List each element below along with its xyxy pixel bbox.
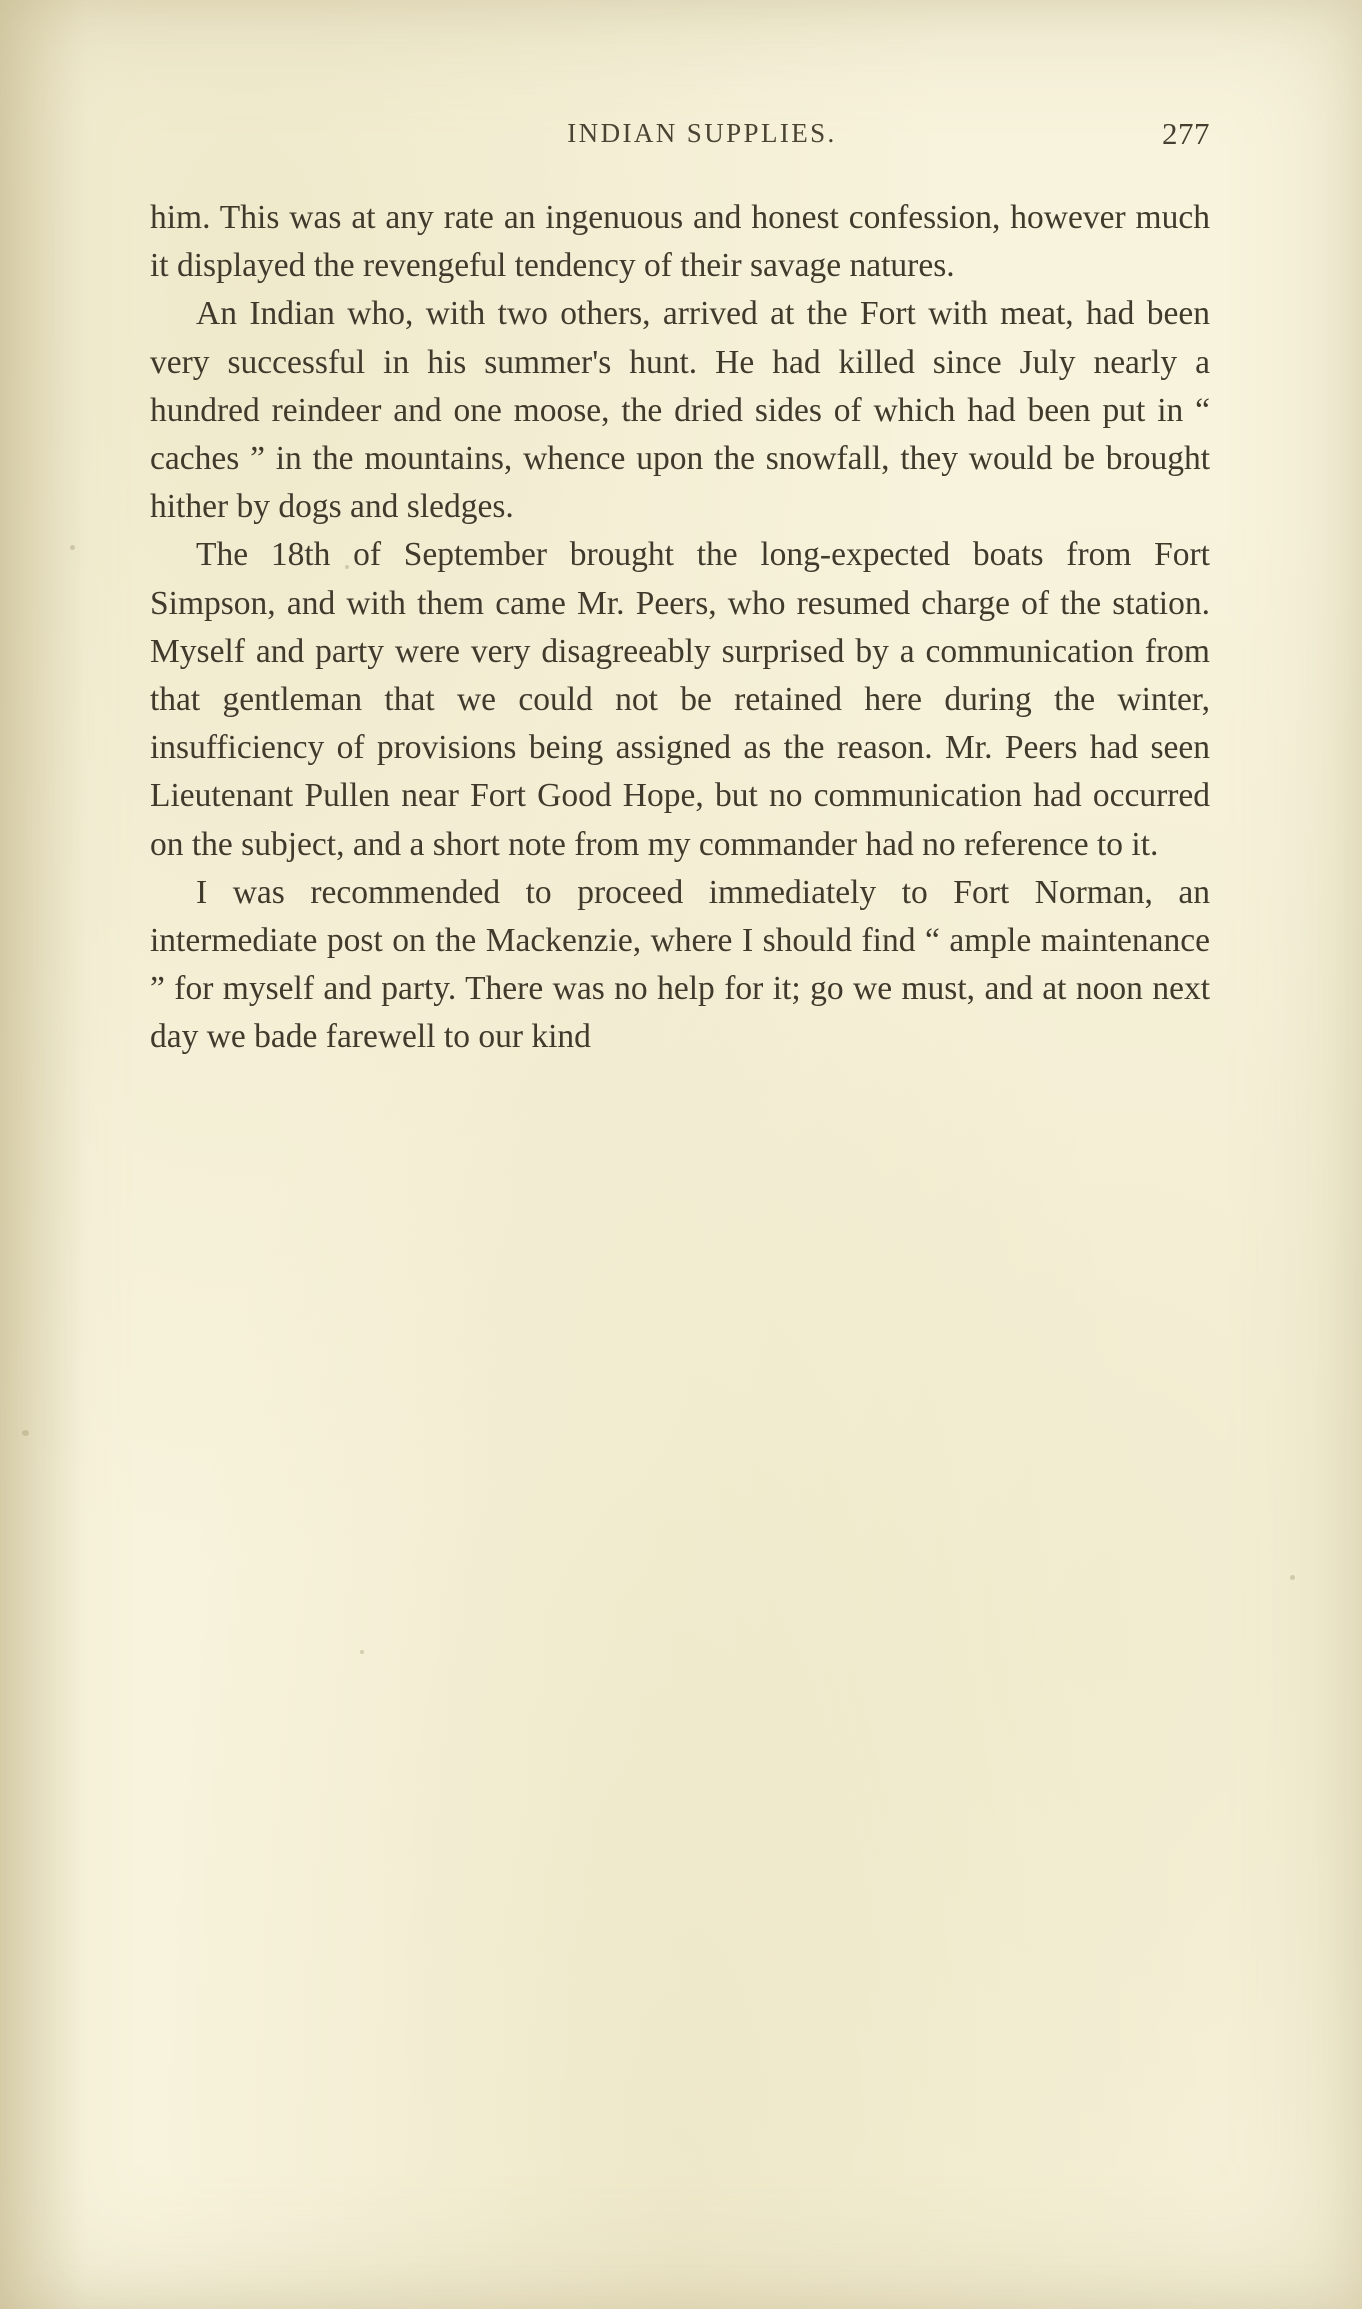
paragraph: An Indian who, with two others, arrived at the Fort with meat, had been very successful in his summer's hunt. He had killed since July nearly a hundred reindeer and one moose, the dried sides of which had been put in “ caches ” in the mountains, whence upon the snowfall, they would be brought hither by dogs and sledges.	[150, 295, 1210, 526]
paper-speck	[70, 545, 75, 550]
paragraph: The 18th of September brought the long-expected boats from Fort Simpson, and with them came Mr. Peers, who resumed charge of the station. Myself and party were very disagreeably surprised by a communication from that gentleman that we could not be retained here during the winter, insufficiency of provisions being assigned as the reason. Mr. Peers had seen Lieutenant Pullen near Fort Good Hope, but no communication had occurred on the subject, and a short note from my commander had no reference to it.	[150, 536, 1210, 863]
paragraph: him. This was at any rate an ingenuous and honest confession, however much it displayed the revengeful tendency of their savage natures.	[150, 199, 1210, 285]
paper-speck	[22, 1430, 29, 1436]
running-head	[150, 118, 1210, 164]
page-content	[150, 118, 1210, 1062]
paper-speck	[360, 1650, 364, 1654]
paragraph: I was recommended to proceed immediately to Fort Norman, an intermediate post on the Mackenzie, where I should find “ ample maintenance ” for myself and party. There was no help for it; go we must, and at noon next day we bade farewell to our kind	[150, 873, 1210, 1056]
running-head-title: INDIAN SUPPLIES.	[567, 118, 837, 148]
page-number: 277	[1162, 116, 1210, 151]
paper-speck	[1290, 1575, 1295, 1580]
body-text	[150, 194, 1210, 1062]
page-gutter-shadow	[0, 0, 86, 2309]
